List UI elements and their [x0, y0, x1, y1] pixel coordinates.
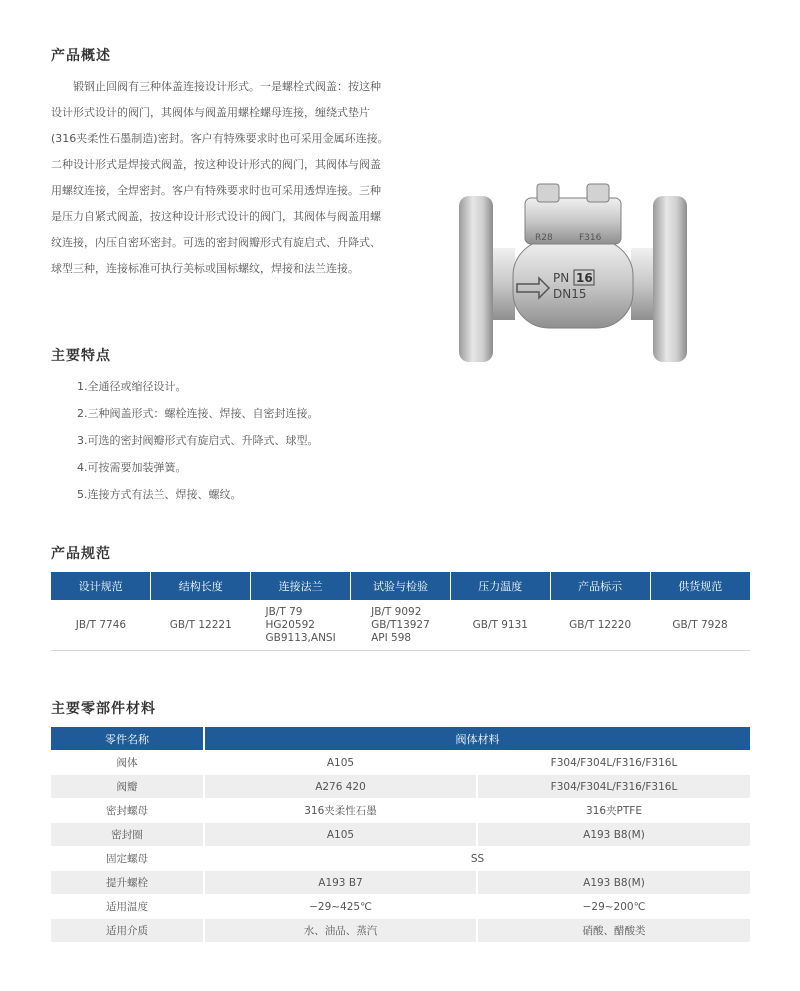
pn-value: 16	[576, 271, 593, 285]
material-a: 316夹柔性石墨	[204, 799, 477, 823]
material-part: 阀体	[51, 751, 204, 775]
materials-row	[51, 847, 750, 871]
feature-item: 1.全通径或缩径设计。	[77, 380, 187, 393]
overview-text	[51, 74, 391, 282]
bonnet-nut-left	[537, 184, 559, 202]
left-flange	[459, 196, 493, 362]
material-a: 水、油品、蒸汽	[204, 919, 477, 943]
forged-check-valve-image	[453, 178, 693, 364]
spec-header: 压力温度	[450, 572, 550, 600]
material-a: A105	[204, 751, 477, 775]
dn-label: DN15	[553, 287, 587, 301]
spec-pressure: GB/T 9131	[450, 600, 550, 651]
overview-paragraph: 锻钢止回阀有三种体盖连接设计形式。一是螺栓式阀盖：按这种设计形式设计的阀门，其阀体与阀盖用螺栓螺母连接，缠绕式垫片(316夹柔性石墨制造)密封。客户有特殊要求时也可采用金属环连接。二种设计形式是焊接式阀盖，按这种设计形式的阀门，其阀体与阀盖用螺纹连接，全焊密封。客户有特殊要求时也可采用透焊连接。三种是压力自紧式阀盖，按这种设计形式设计的阀门，其阀体与阀盖用螺纹连接，内压自密环密封。可选的密封阀瓣形式有旋启式、升降式、球型三种，连接标准可执行美标或国标螺纹，焊接和法兰连接。	[51, 80, 389, 275]
material-part: 密封螺母	[51, 799, 204, 823]
material-part: 密封圈	[51, 823, 204, 847]
materials-header-row	[51, 727, 750, 751]
spec-header: 连接法兰	[251, 572, 351, 600]
spec-header: 产品标示	[550, 572, 650, 600]
material-b: −29~200℃	[477, 895, 750, 919]
overview-title: 产品概述	[51, 48, 111, 64]
materials-header-part: 零件名称	[51, 727, 204, 751]
features-title: 主要特点	[51, 348, 111, 364]
materials-row	[51, 751, 750, 775]
spec-test-line: JB/T 9092	[371, 605, 422, 618]
materials-header-material: 阀体材料	[204, 727, 750, 751]
material-span: SS	[204, 847, 750, 871]
spec-test-line: API 598	[371, 631, 412, 644]
spec-row	[51, 600, 750, 651]
spec-table	[51, 572, 750, 651]
spec-flange	[251, 600, 351, 651]
materials-row	[51, 775, 750, 799]
spec-flange-line: HG20592	[265, 618, 315, 631]
bonnet-nut-right	[587, 184, 609, 202]
spec-marking: GB/T 12220	[550, 600, 650, 651]
material-a: A276 420	[204, 775, 477, 799]
spec-supply: GB/T 7928	[650, 600, 750, 651]
materials-table	[51, 727, 750, 943]
spec-header: 结构长度	[151, 572, 251, 600]
material-part: 适用介质	[51, 919, 204, 943]
materials-row	[51, 871, 750, 895]
spec-header: 供货规范	[650, 572, 750, 600]
materials-row	[51, 919, 750, 943]
material-b: F304/F304L/F316/F316L	[477, 751, 750, 775]
material-b: F304/F304L/F316/F316L	[477, 775, 750, 799]
material-b: A193 B8(M)	[477, 823, 750, 847]
material-a: A105	[204, 823, 477, 847]
feature-item: 2.三种阀盖形式：螺栓连接、焊接、自密封连接。	[77, 407, 319, 420]
material-part: 提升螺栓	[51, 871, 204, 895]
material-b: 316夹PTFE	[477, 799, 750, 823]
spec-test	[351, 600, 451, 651]
features-list	[77, 373, 319, 508]
spec-length: GB/T 12221	[151, 600, 251, 651]
spec-flange-line: GB9113,ANSI	[265, 631, 336, 644]
materials-title: 主要零部件材料	[51, 701, 156, 717]
spec-header-row	[51, 572, 750, 600]
body-mark-right: F316	[579, 233, 602, 243]
left-neck	[493, 248, 515, 320]
material-b: 硝酸、醋酸类	[477, 919, 750, 943]
material-part: 固定螺母	[51, 847, 204, 871]
material-b: A193 B8(M)	[477, 871, 750, 895]
spec-test-line: GB/T13927	[371, 618, 430, 631]
spec-header: 设计规范	[51, 572, 151, 600]
right-flange	[653, 196, 687, 362]
body-mark-left: R28	[535, 233, 553, 243]
feature-item: 3.可选的密封阀瓣形式有旋启式、升降式、球型。	[77, 434, 319, 447]
material-part: 阀瓣	[51, 775, 204, 799]
feature-item: 5.连接方式有法兰、焊接、螺纹。	[77, 488, 242, 501]
material-a: A193 B7	[204, 871, 477, 895]
spec-flange-line: JB/T 79	[265, 605, 303, 618]
spec-header: 试验与检验	[351, 572, 451, 600]
material-part: 适用温度	[51, 895, 204, 919]
right-neck	[631, 248, 653, 320]
material-a: −29~425℃	[204, 895, 477, 919]
materials-row	[51, 799, 750, 823]
materials-row	[51, 895, 750, 919]
spec-title: 产品规范	[51, 546, 111, 562]
materials-row	[51, 823, 750, 847]
feature-item: 4.可按需要加装弹簧。	[77, 461, 187, 474]
pn-label: PN	[553, 271, 570, 285]
spec-design: JB/T 7746	[51, 600, 151, 651]
